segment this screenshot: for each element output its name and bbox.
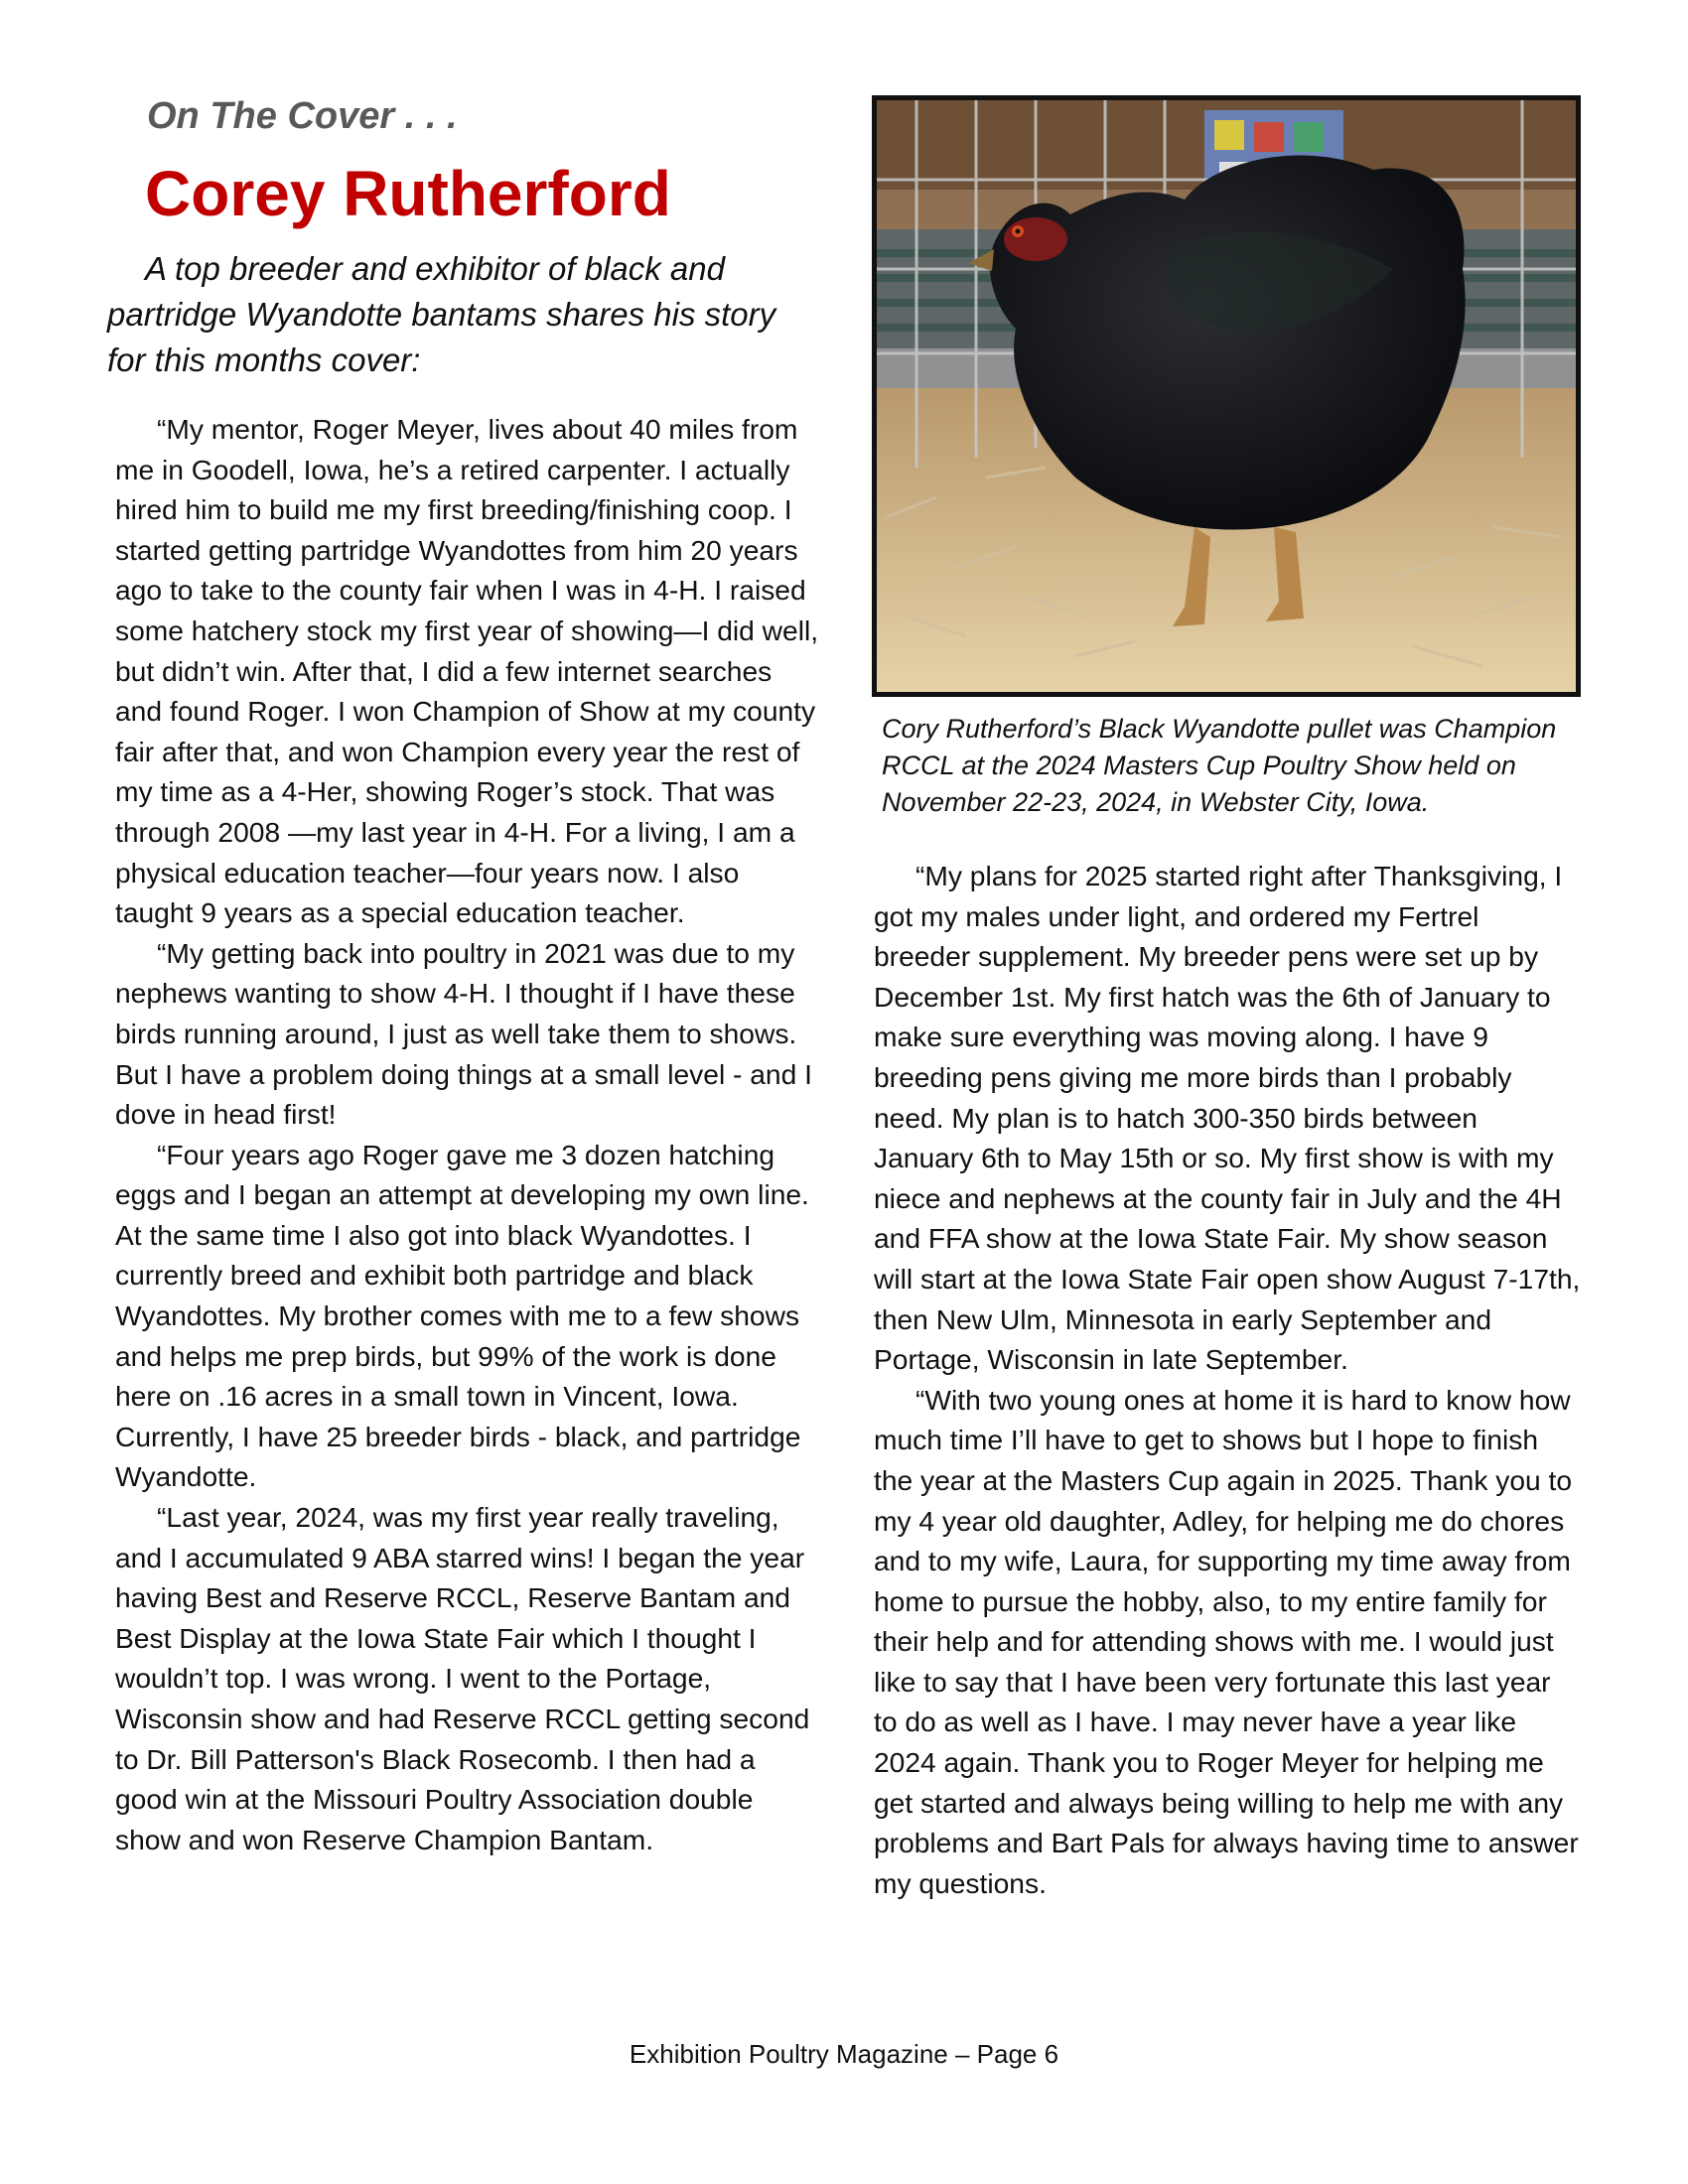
section-kicker: On The Cover . . . <box>147 95 458 137</box>
photo-caption: Cory Rutherford’s Black Wyandotte pullet was Champion RCCL at the 2024 Masters Cup Poultry Show held on November 22-23, 2024, in Webster City, Iowa. <box>882 714 1557 817</box>
article-paragraph: “My mentor, Roger Meyer, lives about 40 miles from me in Goodell, Iowa, he’s a retired carpenter. I actually hired him to build me my first breeding/finishing coop. I started getting partridge Wyandottes from him 20 years ago to take to the county fair when I was in 4-H. I raised some hatchery stock my first year of showing—I did well, but didn’t win. After that, I did a few internet searches and found Roger. I won Champion of Show at my county fair after that, and won Champion every year the rest of my time as a 4-Her, showing Roger’s stock. That was through 2008 —my last year in 4-H. For a living, I am a physical education teacher—four years now. I also taught 9 years as a special education teacher. <box>115 413 819 929</box>
article-column-right <box>874 856 1581 1903</box>
article-paragraph: “My plans for 2025 started right after Thanksgiving, I got my males under light, and ordered my Fertrel breeder supplement. My breeder pens were set up by December 1st. My first hatch was the 6th of January to make sure everything was moving along. I have 9 breeding pens giving me more birds than I probably need. My plan is to hatch 300-350 birds between January 6th to May 15th or so. My first show is with my niece and nephews at the county fair in July and the 4H and FFA show at the Iowa State Fair. My show season will start at the Iowa State Fair open show August 7-17th, then New Ulm, Minnesota in early September and Portage, Wisconsin in late September. <box>874 860 1581 1376</box>
article-paragraph: “My getting back into poultry in 2021 was due to my nephews wanting to show 4-H. I thought if I have these birds running around, I just as well take them to shows. But I have a problem doing things at a small level - and I dove in head first! <box>115 936 812 1131</box>
article-paragraph: “With two young ones at home it is hard to know how much time I’ll have to get to shows but I hope to finish the year at the Masters Cup again in 2025. Thank you to my 4 year old daughter, Adley, for helping me do chores and to my wife, Laura, for supporting my time away from home to pursue the hobby, also, to my entire family for their help and for attending shows with me. I would just like to say that I have been very fortunate this last year to do as well as I have. I may never have a year like 2024 again. Thank you to Roger Meyer for helping me get started and always being willing to help me with any problems and Bart Pals for always having time to answer my questions. <box>874 1383 1579 1899</box>
article-subhead <box>107 246 822 383</box>
article-paragraph: “Four years ago Roger gave me 3 dozen hatching eggs and I began an attempt at developing my own line. At the same time I also got into black Wyandottes. I currently breed and exhibit both partridge and black Wyandottes. My brother comes with me to a few shows and helps me prep birds, but 99% of the work is done here on .16 acres in a small town in Vincent, Iowa. Currently, I have 25 breeder birds - black, and partridge Wyandotte. <box>115 1138 809 1493</box>
article-column-left <box>115 409 822 1859</box>
cover-photo <box>872 95 1581 697</box>
page-footer: Exhibition Poultry Magazine – Page 6 <box>629 2039 1059 2069</box>
page-title: Corey Rutherford <box>145 158 671 229</box>
black-wyandotte-pullet-photo-icon <box>877 100 1576 692</box>
article-paragraph: “Last year, 2024, was my first year really traveling, and I accumulated 9 ABA starred wins! I began the year having Best and Reserve RCCL, Reserve Bantam and Best Display at the Iowa State Fair which I thought I wouldn’t top. I was wrong. I went to the Portage, Wisconsin show and had Reserve RCCL getting second to Dr. Bill Patterson's Black Rosecomb. I then had a good win at the Missouri Poultry Association double show and won Reserve Champion Bantam. <box>115 1501 810 1855</box>
subhead-text: A top breeder and exhibitor of black and partridge Wyandotte bantams shares his story for this months cover: <box>107 250 776 378</box>
